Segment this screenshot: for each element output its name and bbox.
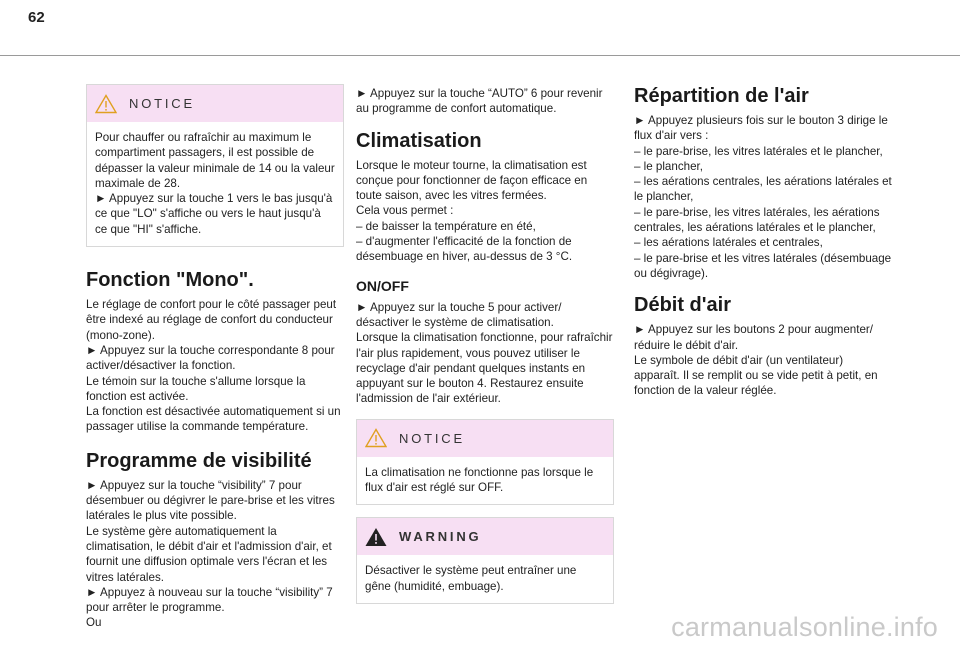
warning-title: WARNING (399, 529, 482, 545)
clim-list-item: – d'augmenter l'efficacité de la fonction de désembuage en hiver, au-dessus de 3 °C. (356, 235, 573, 264)
mono-paragraph: La fonction est désactivée automatiquement si un passager utilise la commande température. (86, 405, 341, 434)
notice-box (86, 84, 344, 247)
section-title-visibility: Programme de visibilité (86, 449, 312, 472)
warning-header (357, 518, 613, 555)
repartition-instruction: ► Appuyez plusieurs fois sur le bouton 3 dirige le flux d'air vers : (634, 114, 888, 143)
column-3 (634, 84, 892, 399)
mono-instruction: ► Appuyez sur la touche correspondante 8 pour activer/désactiver la fonction. (86, 343, 335, 373)
warning-body (357, 555, 613, 603)
debit-paragraph: Le symbole de débit d'air (un ventilateur) apparaît. Il se remplit ou se vide petit à petit, en fonction de la valeur réglée. (634, 353, 878, 398)
notice-header (87, 85, 343, 122)
debit-instruction: ► Appuyez sur les boutons 2 pour augmenter/ réduire le débit d'air. (634, 323, 873, 352)
notice-paragraph: La climatisation ne fonctionne pas lorsque le flux d'air est réglé sur OFF. (365, 465, 594, 495)
section-title-debit: Débit d'air (634, 294, 731, 317)
auto-instruction: ► Appuyez sur la touche “AUTO” 6 pour revenir au programme de confort automatique. (356, 87, 603, 116)
section-title-repartition: Répartition de l'air (634, 85, 809, 107)
clim-paragraph: Cela vous permet : (356, 204, 454, 218)
visibility-paragraph: Ou (86, 616, 102, 630)
notice-body (357, 457, 613, 505)
warning-paragraph: Désactiver le système peut entraîner une gêne (humidité, embuage). (365, 564, 577, 593)
warning-triangle-outline-icon (365, 428, 387, 448)
column-1 (86, 70, 344, 631)
warning-triangle-outline-icon (95, 94, 117, 114)
notice-instruction: ► Appuyez sur la touche 1 vers le bas jusqu'à ce que "LO" s'affiche ou vers le haut jusqu'à ce que "HI" s'affiche. (95, 192, 333, 236)
notice-box (356, 419, 614, 506)
repartition-list-item: – les aérations latérales et centrales, (634, 236, 823, 250)
clim-list-item: – de baisser la température en été, (356, 219, 536, 233)
header-divider (0, 55, 960, 56)
repartition-list-item: – les aérations centrales, les aérations latérales et le plancher, (634, 175, 892, 204)
onoff-instruction: ► Appuyez sur la touche 5 pour activer/ désactiver le système de climatisation. (356, 300, 562, 329)
warning-triangle-filled-icon (365, 527, 387, 547)
visibility-instruction: ► Appuyez sur la touche “visibility” 7 pour désembuer ou dégivrer le pare-brise et les vitres latérales le plus vite possible. (86, 478, 335, 523)
warning-box (356, 517, 614, 604)
mono-paragraph: Le réglage de confort pour le côté passager peut être indexé au réglage de confort du conducteur (mono-zone). (86, 298, 337, 342)
repartition-list-item: – le pare-brise, les vitres latérales et le plancher, (634, 144, 883, 158)
watermark: carmanualsonline.info (671, 612, 938, 642)
clim-paragraph: Lorsque le moteur tourne, la climatisation est conçue pour fonctionner de façon efficace en toute saison, avec les vitres fermées. (356, 158, 588, 203)
visibility-paragraph: Le système gère automatiquement la climatisation, le débit d'air et l'admission d'air, et fournit une diffusion optimale vers l'écran et les vitres latérales. (86, 524, 332, 584)
section-title-climatisation: Climatisation (356, 129, 482, 152)
section-title-mono: Fonction "Mono". (86, 269, 254, 292)
visibility-instruction: ► Appuyez à nouveau sur la touche “visibility” 7 pour arrêter le programme. (86, 585, 333, 615)
subsection-title-onoff: ON/OFF (356, 277, 409, 294)
repartition-list-item: – le pare-brise, les vitres latérales, les aérations centrales, les aérations latérales et le plancher, (634, 205, 880, 235)
notice-title: NOTICE (129, 95, 195, 111)
repartition-list-item: – le plancher, (634, 159, 703, 173)
notice-body (87, 122, 343, 246)
column-2 (356, 86, 614, 604)
notice-title: NOTICE (399, 430, 465, 446)
mono-paragraph: Le témoin sur la touche s'allume lorsque la fonction est activée. (86, 374, 306, 403)
repartition-list-item: – le pare-brise et les vitres latérales (désembuage ou dégivrage). (634, 251, 892, 280)
notice-header (357, 420, 613, 457)
page-number: 62 (28, 9, 45, 26)
notice-paragraph: Pour chauffer ou rafraîchir au maximum le compartiment passagers, il est possible de dépasser la valeur minimale de 14 ou la valeur maximale de 28. (95, 131, 335, 190)
onoff-paragraph: Lorsque la climatisation fonctionne, pour rafraîchir l'air plus rapidement, vous pouvez utiliser le recyclage d'air pendant quelques instants en appuyant sur le bouton 4. Restaurez ensuite l'admission de l'air extérieur. (356, 331, 613, 406)
